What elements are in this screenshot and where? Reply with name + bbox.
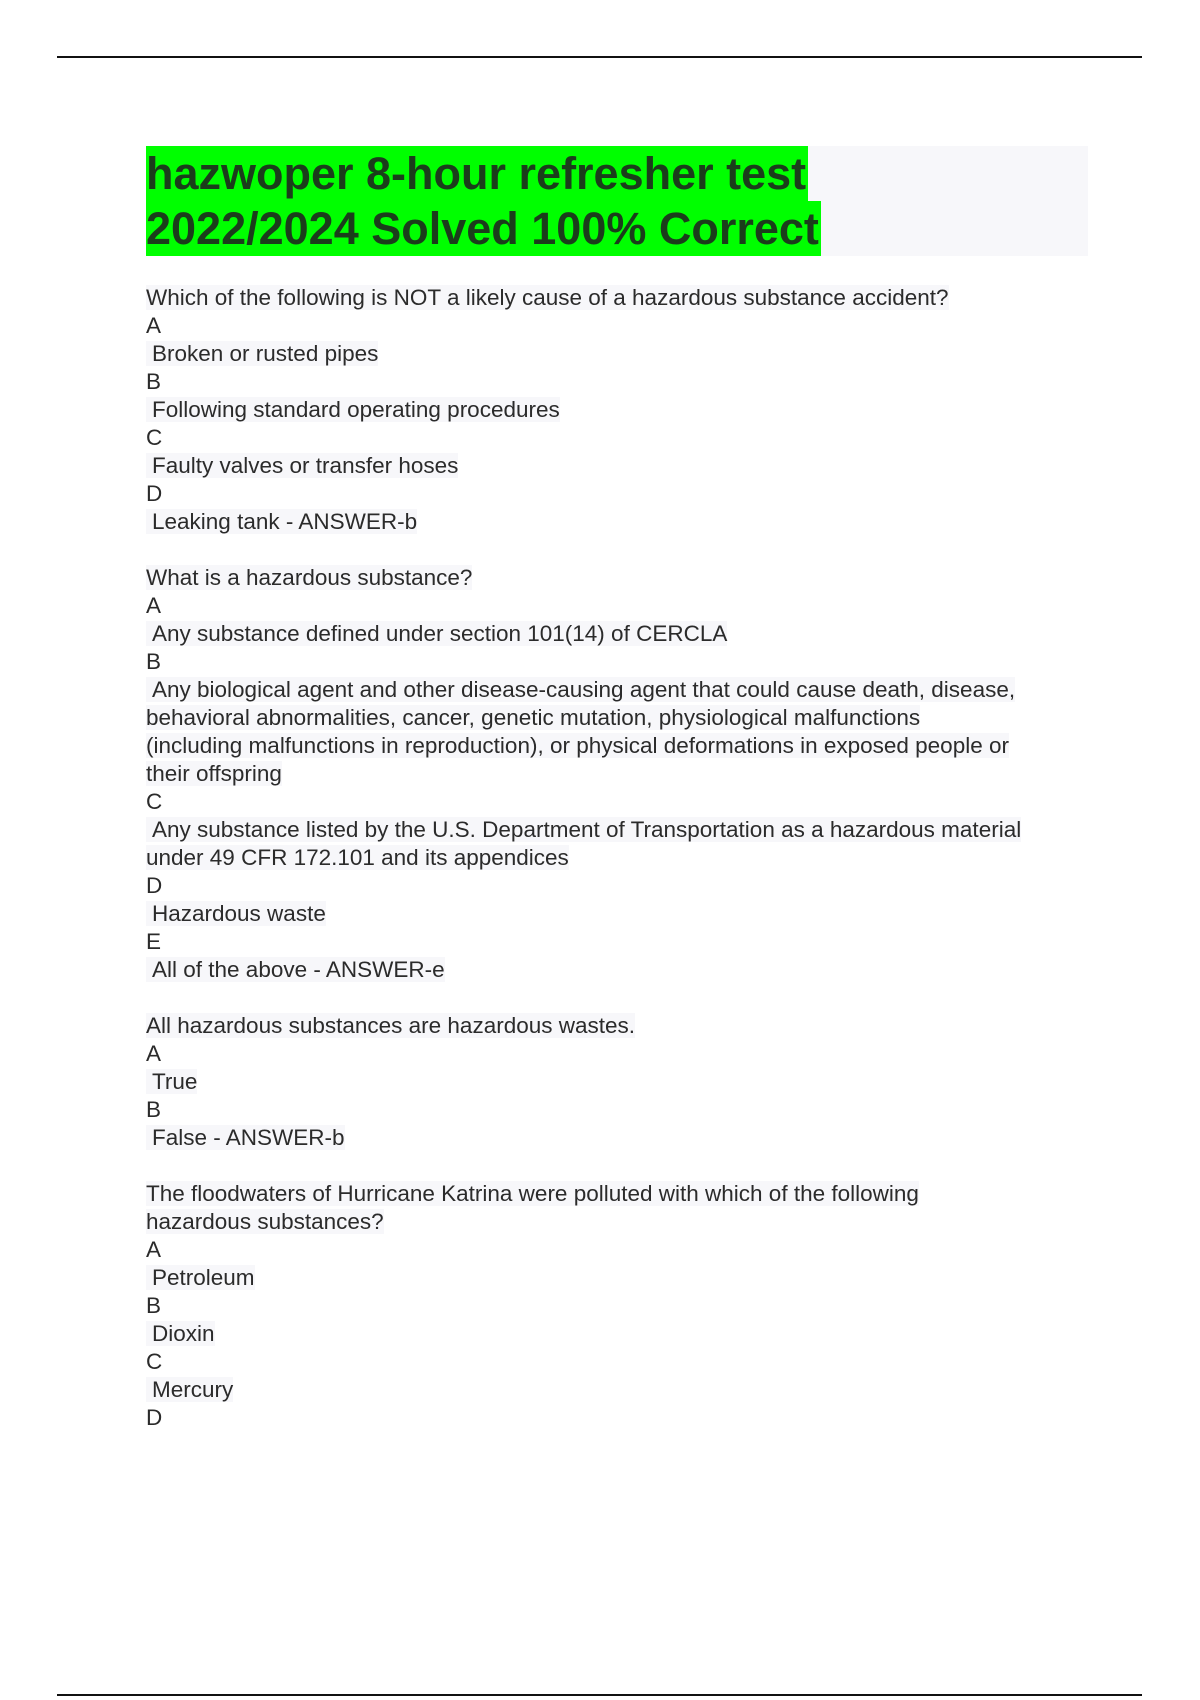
question-text: Which of the following is NOT a likely cause of a hazardous substance accident? xyxy=(146,285,949,310)
option-letter: A xyxy=(146,593,162,618)
question-text: All hazardous substances are hazardous wastes. xyxy=(146,1013,636,1038)
option-text: Following standard operating procedures xyxy=(146,397,560,422)
option-text: under 49 CFR 172.101 and its appendices xyxy=(146,845,569,870)
question-block xyxy=(146,564,1090,984)
option-text: True xyxy=(146,1069,197,1094)
option-text: Hazardous waste xyxy=(146,901,326,926)
option-letter: D xyxy=(146,481,163,506)
option-text: (including malfunctions in reproduction), or physical deformations in exposed people or xyxy=(146,733,1009,758)
option-text: Mercury xyxy=(146,1377,233,1402)
question-block xyxy=(146,1012,1090,1152)
option-letter: E xyxy=(146,929,162,954)
option-text: Broken or rusted pipes xyxy=(146,341,378,366)
option-text: Any substance listed by the U.S. Department of Transportation as a hazardous material xyxy=(146,817,1021,842)
option-text: Leaking tank - ANSWER-b xyxy=(146,509,417,534)
option-letter: D xyxy=(146,873,163,898)
option-letter: B xyxy=(146,649,162,674)
option-letter: B xyxy=(146,1097,162,1122)
option-letter: C xyxy=(146,1349,163,1374)
question-block xyxy=(146,1180,1090,1432)
option-letter: C xyxy=(146,789,163,814)
top-rule xyxy=(57,56,1142,58)
option-text: Any substance defined under section 101(14) of CERCLA xyxy=(146,621,727,646)
bottom-rule xyxy=(57,1694,1142,1696)
question-text: hazardous substances? xyxy=(146,1209,384,1234)
option-text: Dioxin xyxy=(146,1321,215,1346)
option-text: Faulty valves or transfer hoses xyxy=(146,453,458,478)
question-text: The floodwaters of Hurricane Katrina were polluted with which of the following xyxy=(146,1181,919,1206)
question-block xyxy=(146,284,1090,536)
option-text: behavioral abnormalities, cancer, genetic mutation, physiological malfunctions xyxy=(146,705,921,730)
question-text: What is a hazardous substance? xyxy=(146,565,473,590)
option-letter: A xyxy=(146,1237,162,1262)
question-list xyxy=(146,284,1090,1460)
document-title xyxy=(146,146,1088,256)
option-text: Any biological agent and other disease-causing agent that could cause death, disease, xyxy=(146,677,1015,702)
option-letter: B xyxy=(146,1293,162,1318)
option-letter: D xyxy=(146,1405,163,1430)
title-line-2: 2022/2024 Solved 100% Correct xyxy=(146,203,819,254)
option-text: Petroleum xyxy=(146,1265,255,1290)
option-letter: C xyxy=(146,425,163,450)
option-letter: A xyxy=(146,1041,162,1066)
option-text: All of the above - ANSWER-e xyxy=(146,957,445,982)
option-letter: A xyxy=(146,313,162,338)
option-text: False - ANSWER-b xyxy=(146,1125,345,1150)
option-text: their offspring xyxy=(146,761,282,786)
option-letter: B xyxy=(146,369,162,394)
title-line-1: hazwoper 8-hour refresher test xyxy=(146,148,807,199)
